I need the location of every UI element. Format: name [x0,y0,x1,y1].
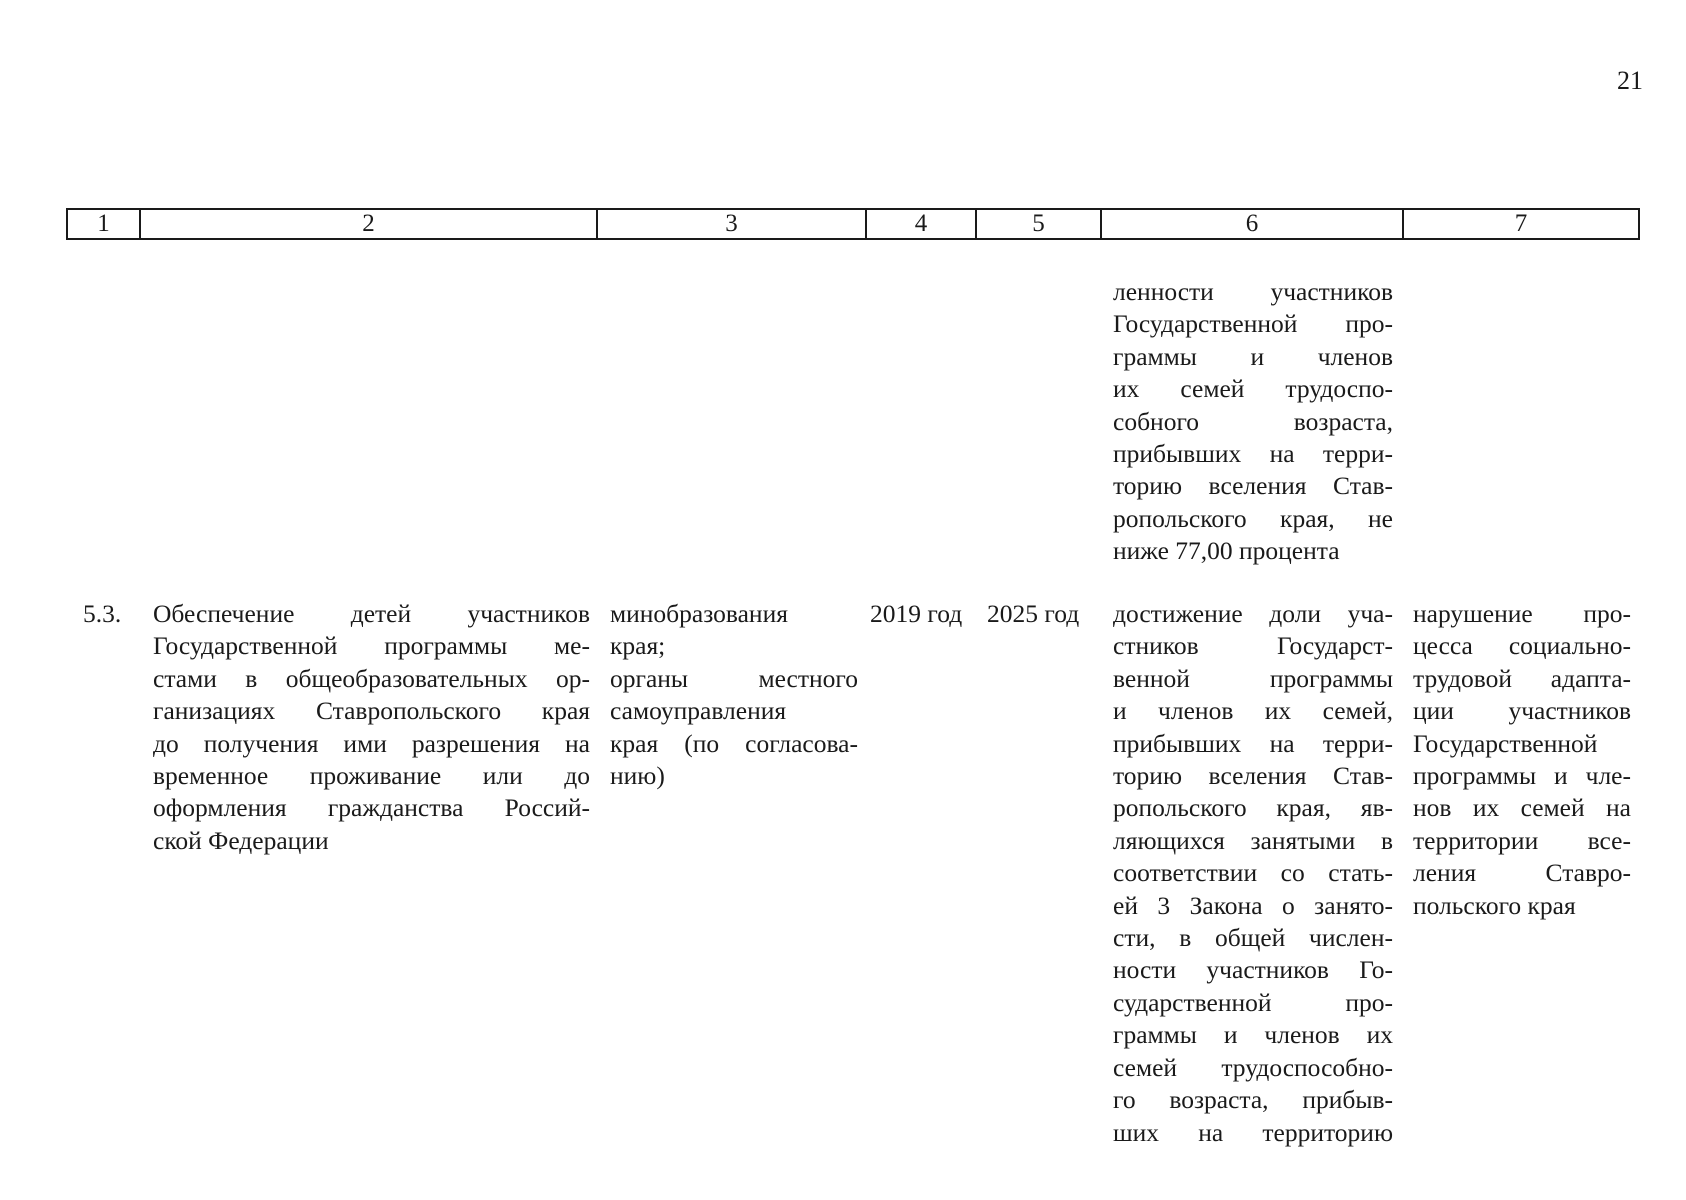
text-line: до получения ими разрешения на [153,728,590,758]
text-line: цесса социально- [1413,631,1631,661]
column-header-1: 1 [67,209,140,239]
text-line: временное проживание или до [153,761,590,791]
row-col4-start-year: 2019 год [870,599,963,628]
column-header-7: 7 [1403,209,1639,239]
text-line: ропольского края, не [1113,503,1393,533]
text-line: прибывших на терри- [1113,728,1393,758]
text-line: Государственной программы ме- [153,631,590,661]
text-line: ции участников [1413,696,1631,726]
text-line: стников Государст- [1113,631,1393,661]
text-line: территории все- [1413,825,1631,855]
row-col6-indicator [1113,598,1393,1149]
text-line: оформления гражданства Россий- [153,793,590,823]
text-line: нарушение про- [1413,599,1631,628]
text-line: граммы и членов их [1113,1020,1393,1050]
page-number: 21 [1617,66,1643,95]
text-line: соответствии со стать- [1113,858,1393,888]
row-col7-risk [1413,598,1631,922]
text-line: и членов их семей, [1113,696,1393,726]
text-line: прибывших на терри- [1113,439,1393,469]
text-line: ления Ставро- [1413,858,1631,888]
text-line: края (по согласова- [610,728,858,758]
text-line: торию вселения Став- [1113,471,1393,501]
text-line: программы и чле- [1413,761,1631,791]
column-header-2: 2 [140,209,597,239]
text-line: семей трудоспособно- [1113,1052,1393,1082]
row-col3-responsible [610,598,858,792]
text-line: собного возраста, [1113,406,1393,436]
text-line: минобразования [610,599,788,628]
text-line: ниже 77,00 процента [1113,536,1340,566]
text-line: Обеспечение детей участников [153,599,590,628]
column-header-3: 3 [597,209,866,239]
text-line: ности участников Го- [1113,955,1393,985]
text-line: их семей трудоспо- [1113,374,1393,404]
text-line: самоуправления [610,696,787,726]
column-header-5: 5 [976,209,1101,239]
column-number-header [66,208,1640,240]
row-col5-end-year: 2025 год [987,599,1080,628]
text-line: нов их семей на [1413,793,1631,823]
text-line: ленности участников [1113,277,1393,306]
row-number: 5.3. [83,599,122,628]
text-line: ропольского края, яв- [1113,793,1393,823]
text-line: торию вселения Став- [1113,761,1393,791]
text-line: органы местного [610,663,858,693]
column-header-4: 4 [866,209,976,239]
continuation-col6 [1113,276,1393,568]
text-line: го возраста, прибыв- [1113,1085,1393,1115]
text-line: ганизациях Ставропольского края [153,696,590,726]
text-line: Государственной [1413,728,1598,758]
text-line: сударственной про- [1113,987,1393,1017]
text-line: достижение доли уча- [1113,599,1393,628]
text-line: трудовой адапта- [1413,663,1631,693]
text-line: стами в общеобразовательных ор- [153,663,590,693]
text-line: нию) [610,761,665,791]
text-line: граммы и членов [1113,341,1393,371]
column-header-6: 6 [1101,209,1403,239]
text-line: ляющихся занятыми в [1113,825,1393,855]
text-line: польского края [1413,890,1576,920]
text-line: ей 3 Закона о занято- [1113,890,1393,920]
row-col2-description [153,598,590,857]
text-line: Государственной про- [1113,309,1393,339]
text-line: венной программы [1113,663,1393,693]
text-line: ших на территорию [1113,1117,1393,1147]
text-line: края; [610,631,666,661]
text-line: сти, в общей числен- [1113,923,1393,953]
text-line: ской Федерации [153,825,329,855]
